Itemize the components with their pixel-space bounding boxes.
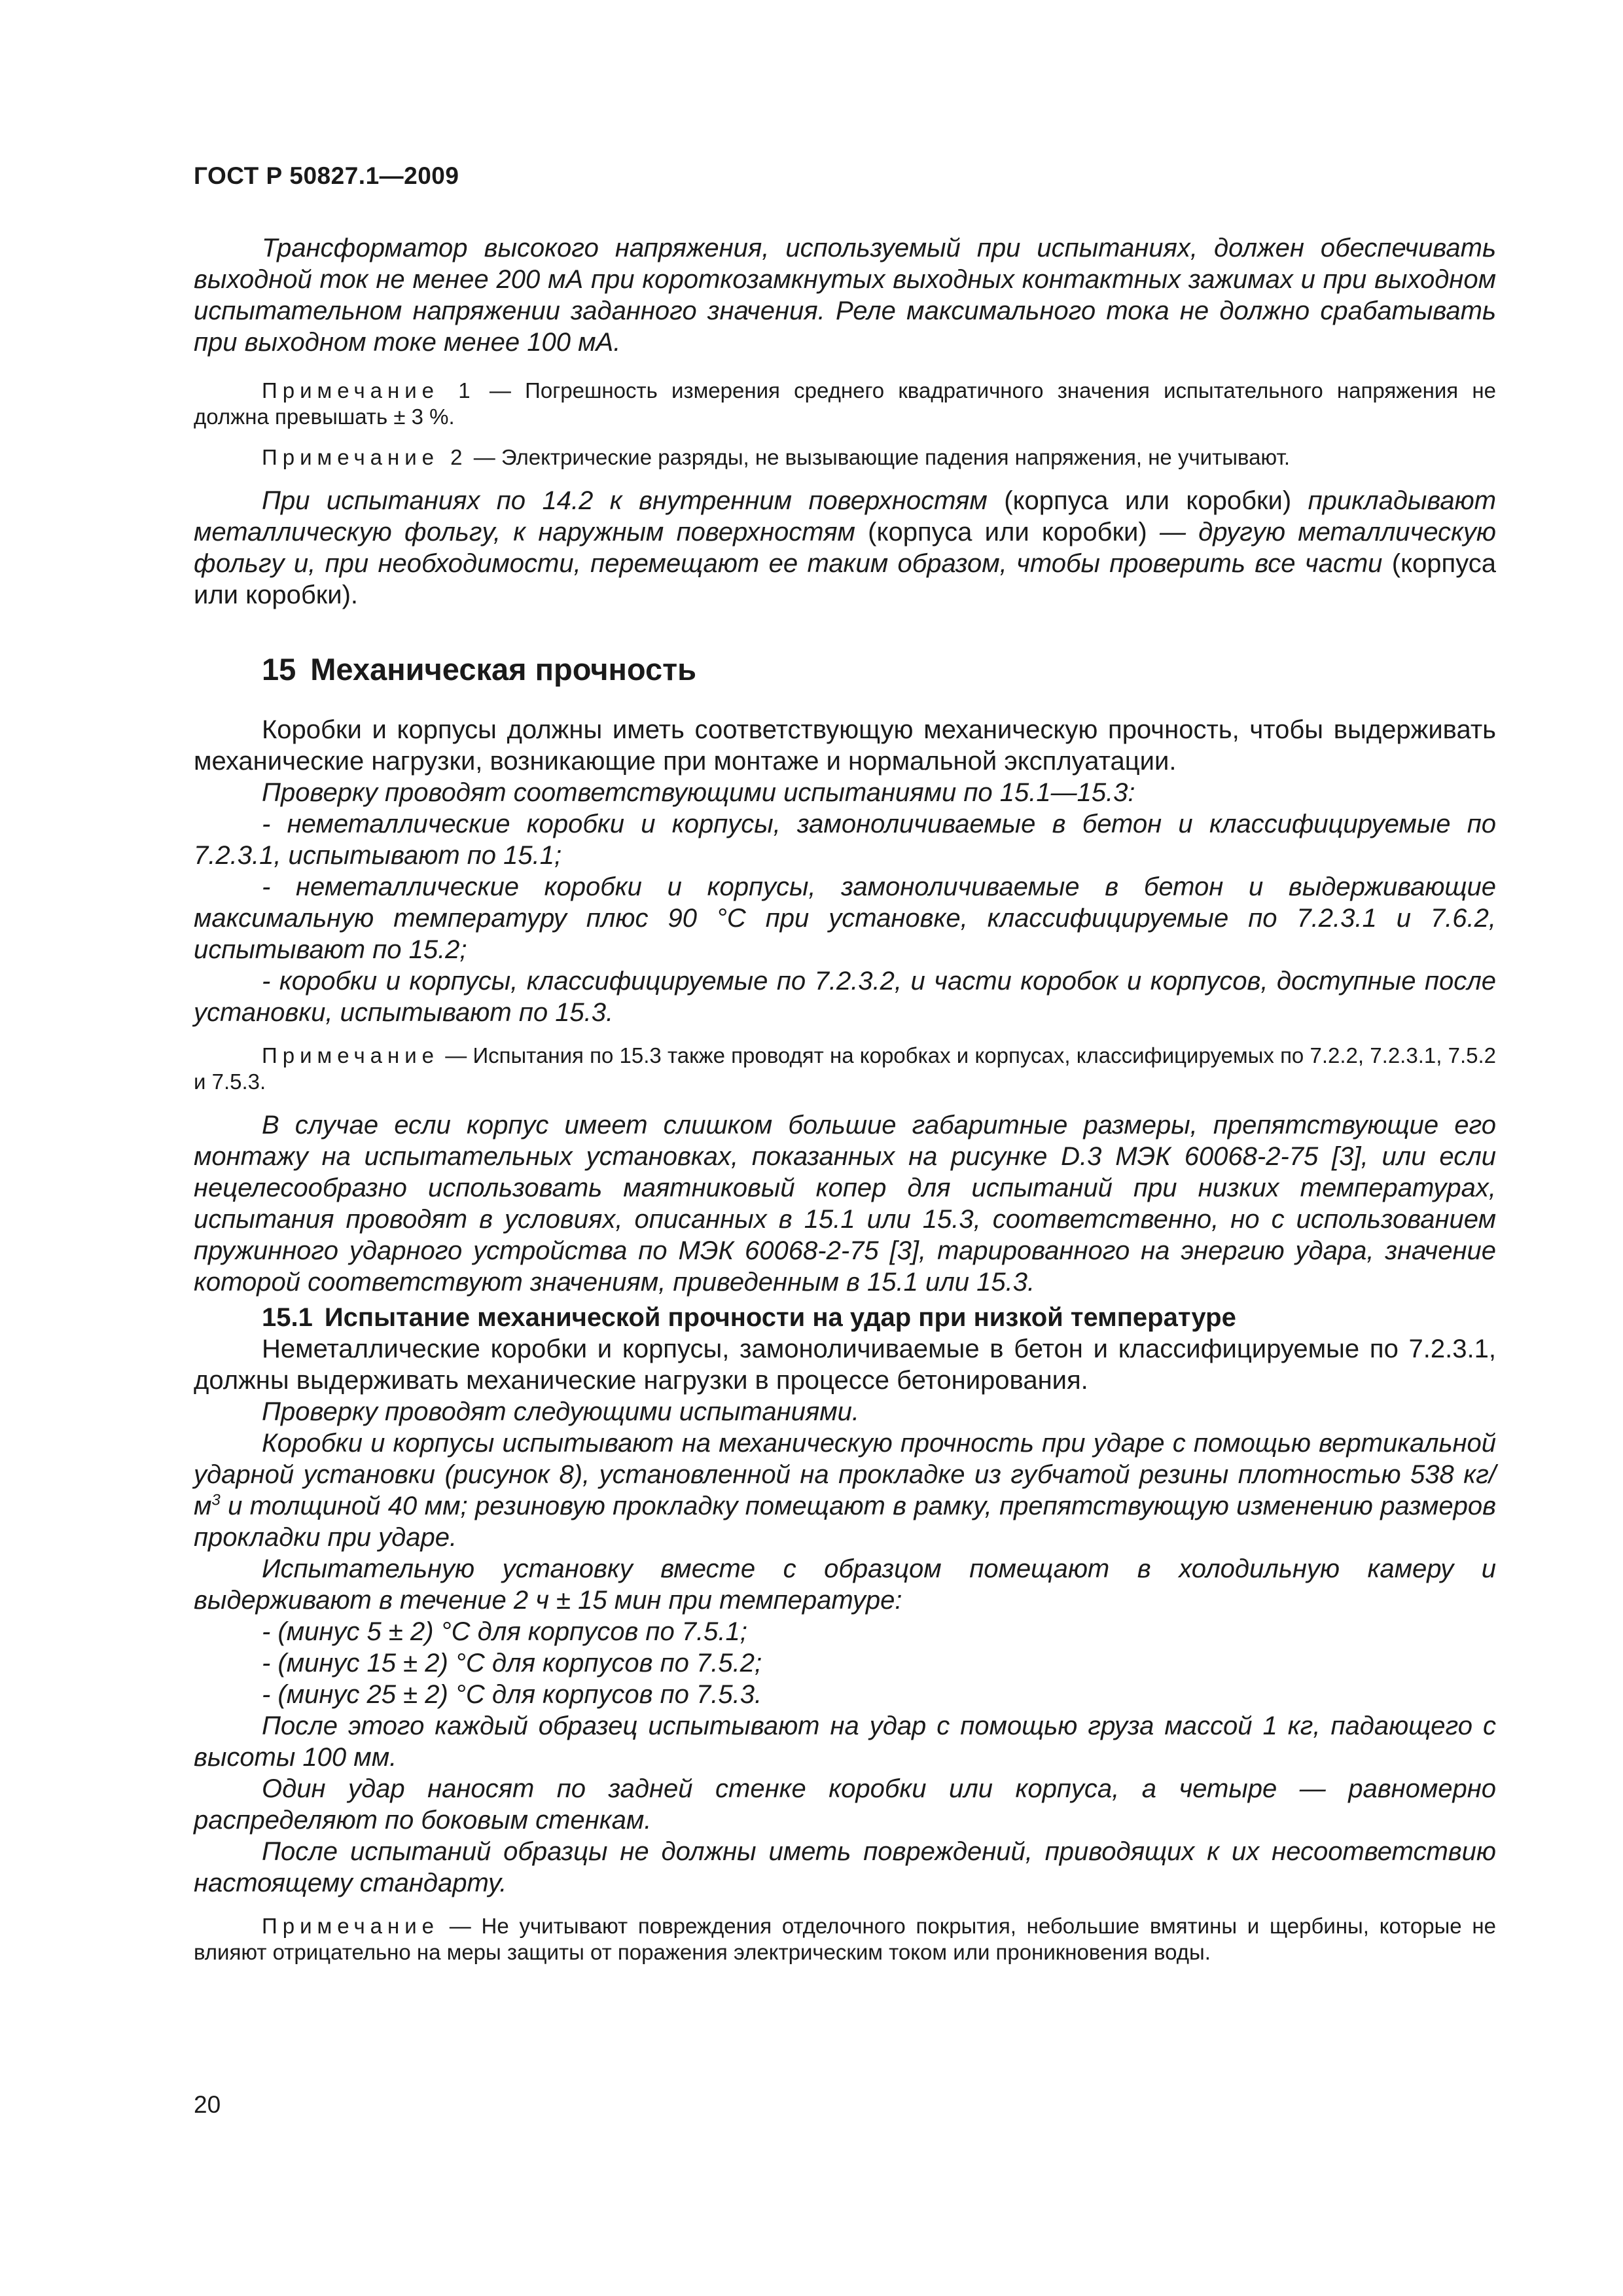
note-label: Примечание (262, 1914, 440, 1938)
paragraph-14-2 (194, 485, 1496, 611)
temperature-item: - (минус 25 ± 2) °С для корпусов по 7.5.3. (262, 1680, 762, 1709)
text-run: и толщиной 40 мм; резиновую прокладку помещают в рамку, препятствующую изменению размеров прокладки при ударе. (194, 1492, 1496, 1552)
section-15-1-check: Проверку проводят следующими испытаниями. (262, 1397, 860, 1426)
text-run: (корпуса или коробки). (194, 549, 1496, 609)
superscript: 3 (211, 1491, 221, 1509)
list-item: - неметаллические коробки и корпусы, замоноличиваемые в бетон и выдерживающие максимальную температуру плюс 90 °С при установке, классифицируемые по 7.2.3.1 и 7.6.2, испытывают по 15.2; (194, 872, 1496, 964)
paragraph-one-blow: Один удар наносят по задней стенке коробки или корпуса, а четыре — равномерно распределяют по боковым стенкам. (194, 1774, 1496, 1835)
page-content (194, 232, 1496, 1965)
text-run: — другую металлическую фольгу и, при необходимости, перемещают ее таким образом, чтобы проверить все части (194, 518, 1496, 578)
paragraph-large-enclosure: В случае если корпус имеет слишком большие габаритные размеры, препятствующие его монтажу на испытательных установках, показанных на рисунке D.3 МЭК 60068-2-75 [3], или если нецелесообразно использовать маятниковый копер для испытаний при низких температурах, испытания проводят в условиях, описанных в 15.1 или 15.3, соответственно, но с использованием пружинного ударного устройства по МЭК 60068-2-75 [3], тарированного на энергию удара, значение которой соответствуют значениям, приведенным в 15.1 или 15.3. (194, 1111, 1496, 1297)
text-run: (корпуса или коробки) (987, 486, 1308, 515)
note-2 (194, 444, 1496, 471)
paragraph-impact (194, 1427, 1496, 1553)
section-number: 15 (262, 652, 296, 687)
section-15-intro: Коробки и корпусы должны иметь соответствующую механическую прочность, чтобы выдерживать механические нагрузки, возникающие при монтаже и нормальной эксплуатации. (194, 715, 1496, 776)
paragraph-cold-chamber: Испытательную установку вместе с образцом помещают в холодильную камеру и выдерживают в течение 2 ч ± 15 мин при температуре: (194, 1554, 1496, 1615)
section-15-heading (262, 651, 1496, 688)
section-15-1-heading (194, 1302, 1496, 1333)
page-number: 20 (194, 2091, 221, 2118)
note-1 (194, 378, 1496, 430)
temperature-item: - (минус 5 ± 2) °С для корпусов по 7.5.1; (262, 1617, 747, 1646)
text-run: При испытаниях по 14.2 к внутренним поверхностям (262, 486, 988, 515)
list-item: - неметаллические коробки и корпусы, замоноличиваемые в бетон и классифицируемые по 7.2.3.1, испытывают по 15.1; (194, 810, 1496, 870)
temperature-item: - (минус 15 ± 2) °С для корпусов по 7.5.2; (262, 1649, 762, 1677)
text-run: (корпуса или коробки) (855, 518, 1160, 547)
paragraph-no-damage: После испытаний образцы не должны иметь повреждений, приводящих к их несоответствию настоящему стандарту. (194, 1837, 1496, 1897)
section-15-check: Проверку проводят соответствующими испытаниями по 15.1—15.3: (262, 778, 1135, 807)
section-15-note (194, 1043, 1496, 1095)
note-label: Примечание 2 (262, 445, 468, 469)
section-number: 15.1 (262, 1303, 313, 1332)
paragraph-transformer: Трансформатор высокого напряжения, используемый при испытаниях, должен обеспечивать выходной ток не менее 200 мА при короткозамкнутых выходных контактных зажимах и при выходном испытательном напряжении заданного значения. Реле максимального тока не должно срабатывать при выходном токе менее 100 мА. (194, 234, 1496, 357)
document-header: ГОСТ Р 50827.1—2009 (194, 162, 459, 189)
note-text: — Погрешность измерения среднего квадратичного значения испытательного напряжения не должна превышать ± 3 %. (194, 378, 1497, 429)
note-label: Примечание (262, 1043, 440, 1067)
note-text: — Не учитывают повреждения отделочного покрытия, небольшие вмятины и щербины, которые не влияют отрицательно на меры защиты от поражения электрическим током или проникновения воды. (194, 1914, 1496, 1964)
section-title: Испытание механической прочности на удар при низкой температуре (324, 1303, 1236, 1332)
note-label: Примечание 1 (262, 378, 476, 403)
section-15-1-note (194, 1913, 1496, 1965)
list-item: - коробки и корпусы, классифицируемые по 7.2.3.2, и части коробок и корпусов, доступные после установки, испытывают по 15.3. (194, 967, 1496, 1027)
section-title: Механическая прочность (310, 652, 697, 687)
note-text: — Электрические разряды, не вызывающие падения напряжения, не учитывают. (467, 445, 1291, 469)
paragraph-after: После этого каждый образец испытывают на удар с помощью груза массой 1 кг, падающего с высоты 100 мм. (194, 1712, 1496, 1772)
note-text: — Испытания по 15.3 также проводят на коробках и корпусах, классифицируемых по 7.2.2, 7.2.3.1, 7.5.2 и 7.5.3. (194, 1043, 1496, 1094)
text-run: прикладывают металлическую фольгу, к наружным поверхностям (194, 486, 1497, 547)
section-15-1-intro: Неметаллические коробки и корпусы, замоноличиваемые в бетон и классифицируемые по 7.2.3.1, должны выдерживать механические нагрузки в процессе бетонирования. (194, 1335, 1496, 1395)
text-run: Коробки и корпусы испытывают на механическую прочность при ударе с помощью вертикальной ударной установки (рисунок 8), установленной на прокладке из губчатой резины плотностью 538 кг/м (194, 1429, 1496, 1520)
